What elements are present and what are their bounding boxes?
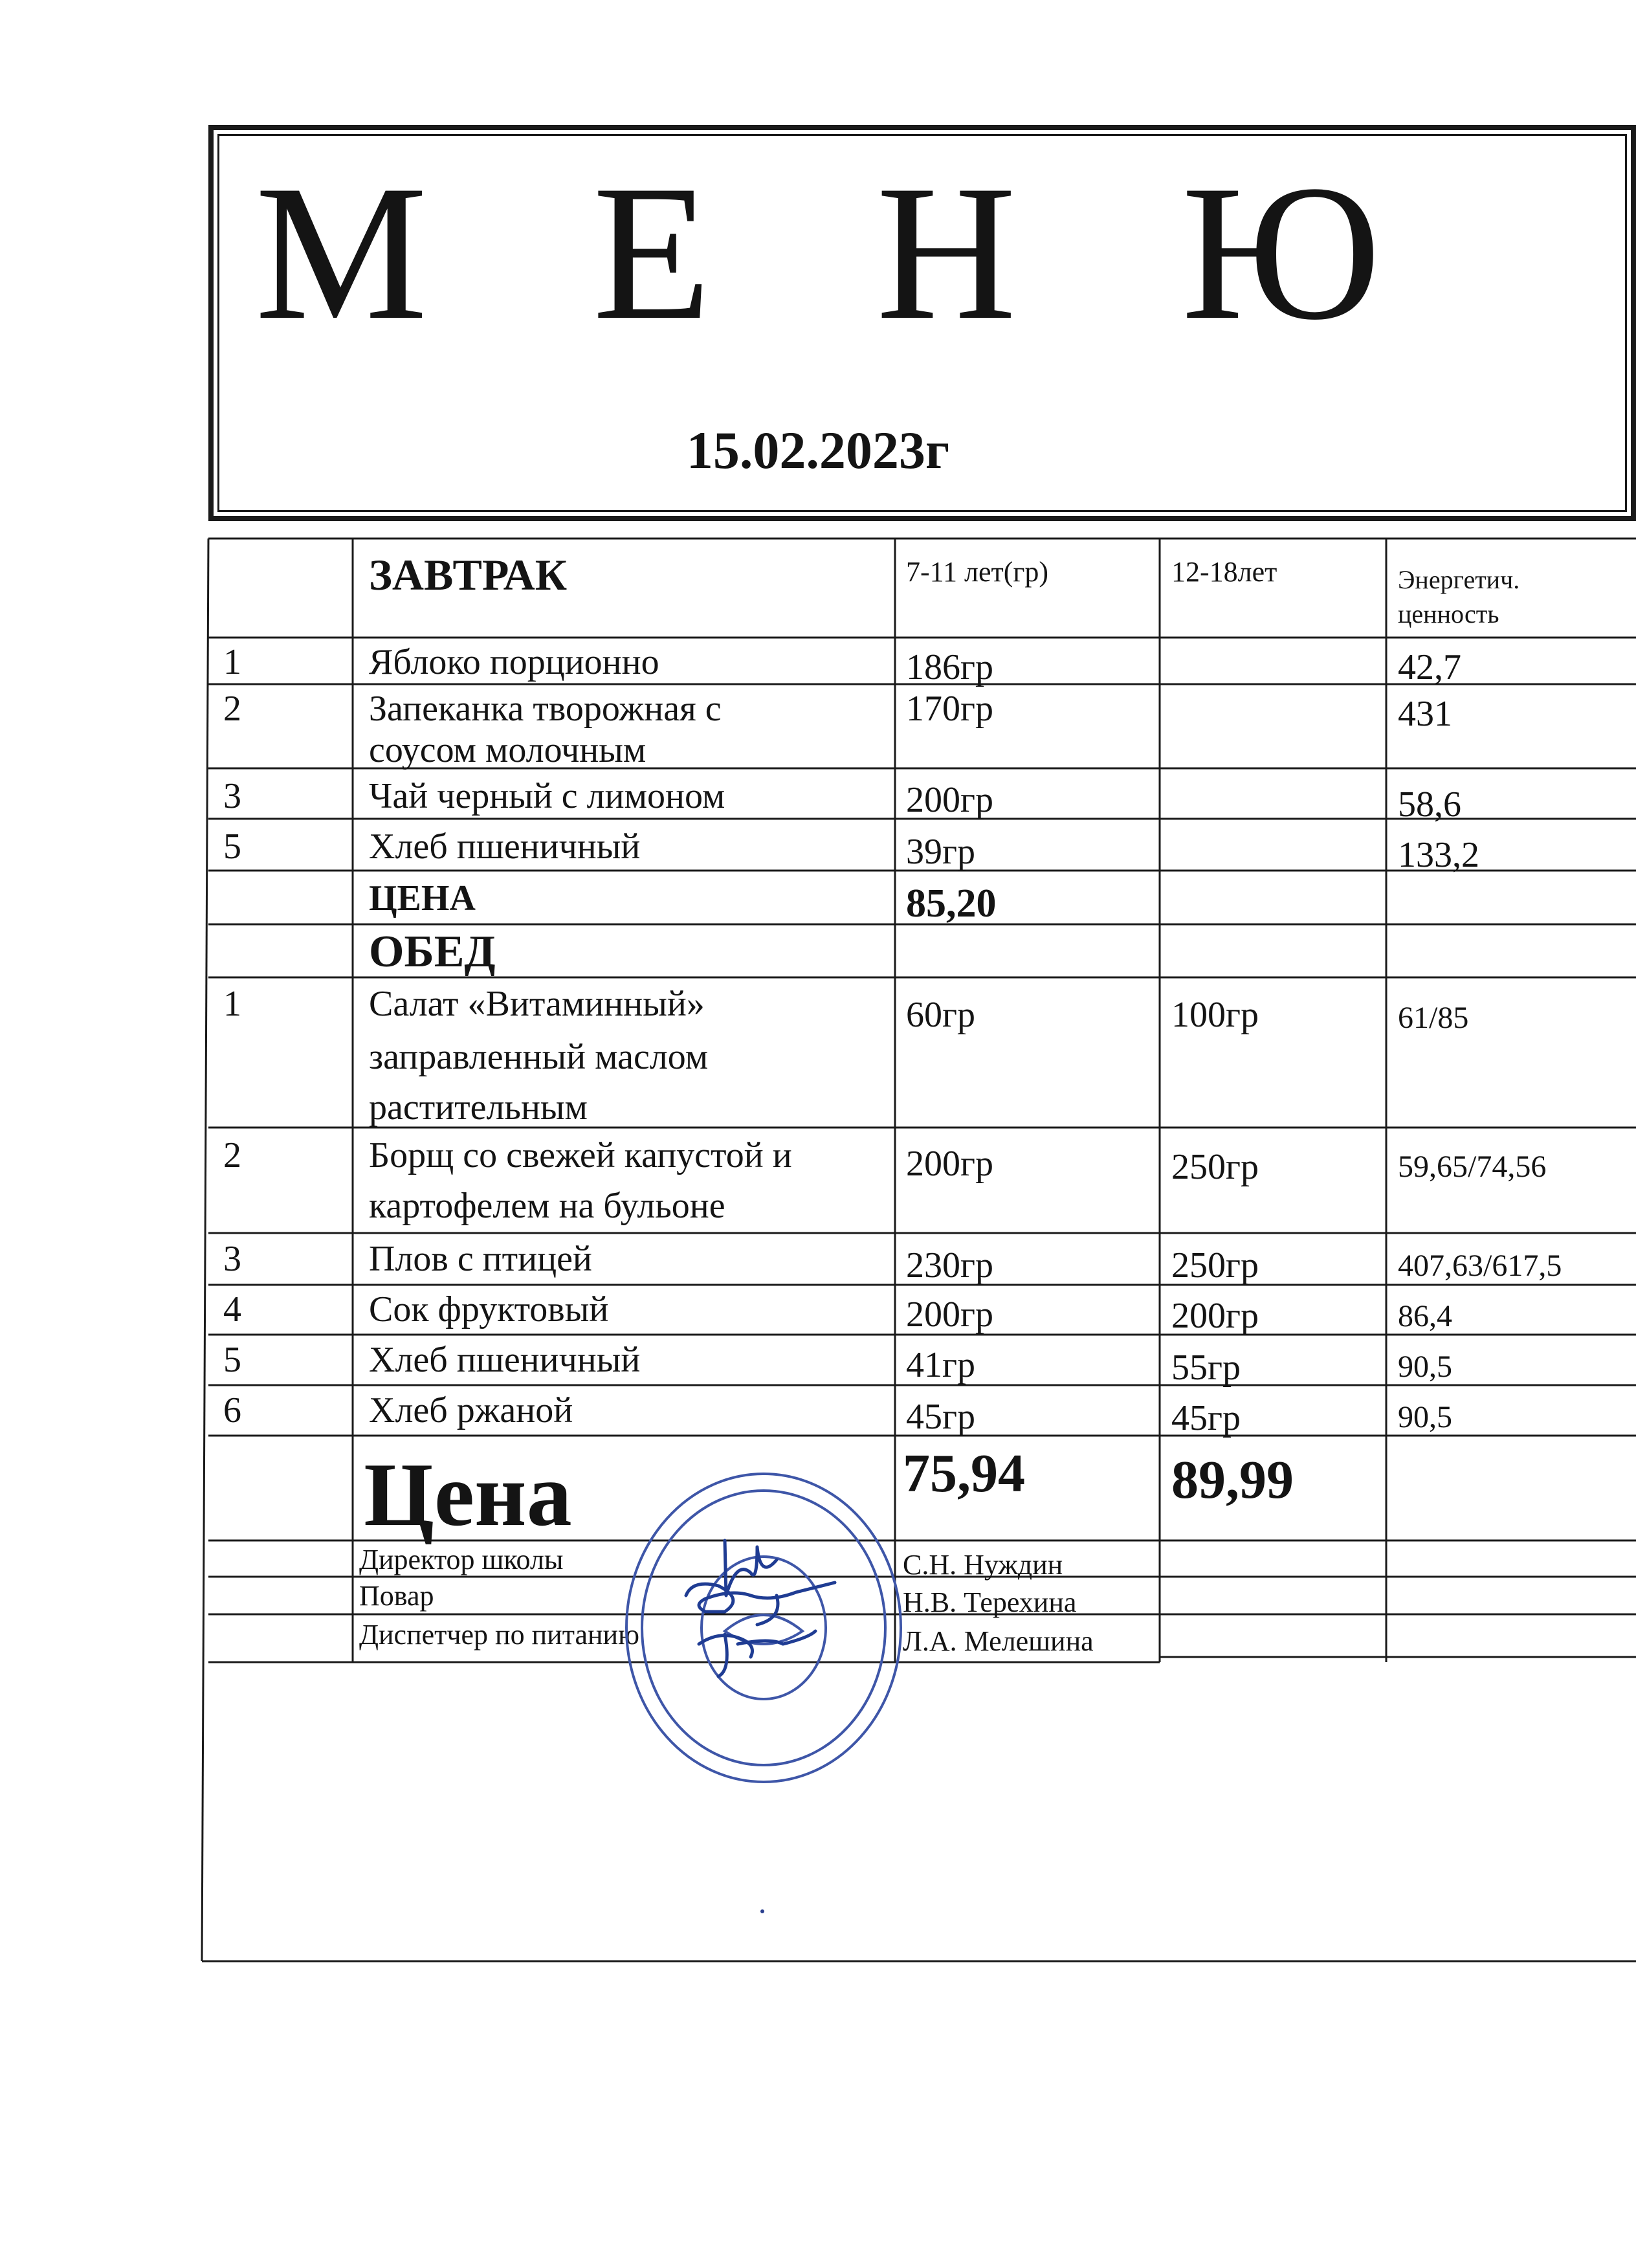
dish-name: Борщ со свежей капустой и [369,1135,792,1175]
portion-12-18: 100гр [1171,995,1259,1035]
row-number: 1 [223,642,241,682]
energy-value: 86,4 [1398,1299,1452,1333]
portion-7-11: 230гр [906,1245,993,1285]
lunch-price-7-11: 75,94 [903,1443,1025,1504]
dish-name-line-3: растительным [369,1087,588,1128]
dish-name-line-2: соусом молочным [369,730,647,770]
dish-name: Хлеб ржаной [369,1390,573,1430]
portion-7-11: 200гр [906,1144,993,1184]
portion-12-18: 250гр [1171,1147,1259,1187]
signature-role: Диспетчер по питанию [359,1619,639,1651]
column-header-energy: Энергетич. [1398,565,1520,594]
dish-name: Салат «Витаминный» [369,984,705,1024]
energy-value: 407,63/617,5 [1398,1249,1562,1283]
energy-value: 59,65/74,56 [1398,1150,1547,1184]
dish-name: Хлеб пшеничный [369,827,641,867]
dish-name-line-2: картофелем на бульоне [369,1186,725,1226]
row-number: 1 [223,984,241,1024]
lunch-title: ОБЕД [369,927,496,977]
signature-name: Л.А. Мелешина [903,1625,1094,1657]
portion-7-11: 45гр [906,1397,975,1437]
breakfast-title: ЗАВТРАК [369,550,568,599]
dish-name: Запеканка творожная с [369,689,722,729]
portion-12-18: 200гр [1171,1296,1259,1336]
row-number: 2 [223,689,241,729]
portion-7-11: 200гр [906,780,993,820]
row-number: 6 [223,1390,241,1430]
signature-role: Повар [359,1580,434,1612]
portion-7-11: 200гр [906,1295,993,1335]
dish-name: Чай черный с лимоном [369,776,725,816]
energy-value: 90,5 [1398,1350,1452,1384]
portion-7-11: 41гр [906,1345,975,1385]
ink-dot [760,1909,764,1913]
lunch-price-label: Цена [364,1445,572,1545]
menu-date: 15.02.2023г [686,421,950,480]
energy-value: 61/85 [1398,1001,1469,1035]
portion-7-11: 60гр [906,995,975,1035]
portion-12-18: 45гр [1171,1398,1241,1438]
row-number: 3 [223,1239,241,1279]
row-number: 2 [223,1135,241,1175]
dish-name: Яблоко порционно [369,642,659,682]
energy-value: 133,2 [1398,835,1479,875]
portion-12-18: 55гр [1171,1348,1241,1388]
energy-value: 90,5 [1398,1400,1452,1434]
signature-role: Директор школы [359,1544,564,1575]
breakfast-price: 85,20 [906,882,997,926]
row-number: 4 [223,1289,241,1329]
row-number: 3 [223,776,241,816]
portion-7-11: 170гр [906,689,993,729]
dish-name: Плов с птицей [369,1239,592,1279]
energy-value: 431 [1398,694,1452,734]
energy-value: 42,7 [1398,647,1461,687]
portion-7-11: 39гр [906,832,975,872]
column-header-12-18: 12-18лет [1171,556,1277,588]
column-header-energy-2: ценность [1398,599,1499,628]
dish-name: Хлеб пшеничный [369,1340,641,1380]
portion-12-18: 250гр [1171,1245,1259,1285]
dish-name-line-2: заправленный маслом [369,1037,709,1077]
portion-7-11: 186гр [906,647,993,687]
row-number: 5 [223,1340,241,1380]
signature-name: С.Н. Нуждин [903,1549,1063,1581]
lunch-price-12-18: 89,99 [1171,1450,1294,1510]
signature-name: Н.В. Терехина [903,1586,1077,1618]
dish-name: Сок фруктовый [369,1289,609,1329]
school-stamp [615,1463,912,1793]
menu-title: М Е Н Ю [255,145,1439,360]
column-header-7-11: 7-11 лет(гр) [906,556,1049,588]
row-number: 5 [223,827,241,867]
energy-value: 58,6 [1398,784,1461,825]
breakfast-price-label: ЦЕНА [369,878,476,918]
